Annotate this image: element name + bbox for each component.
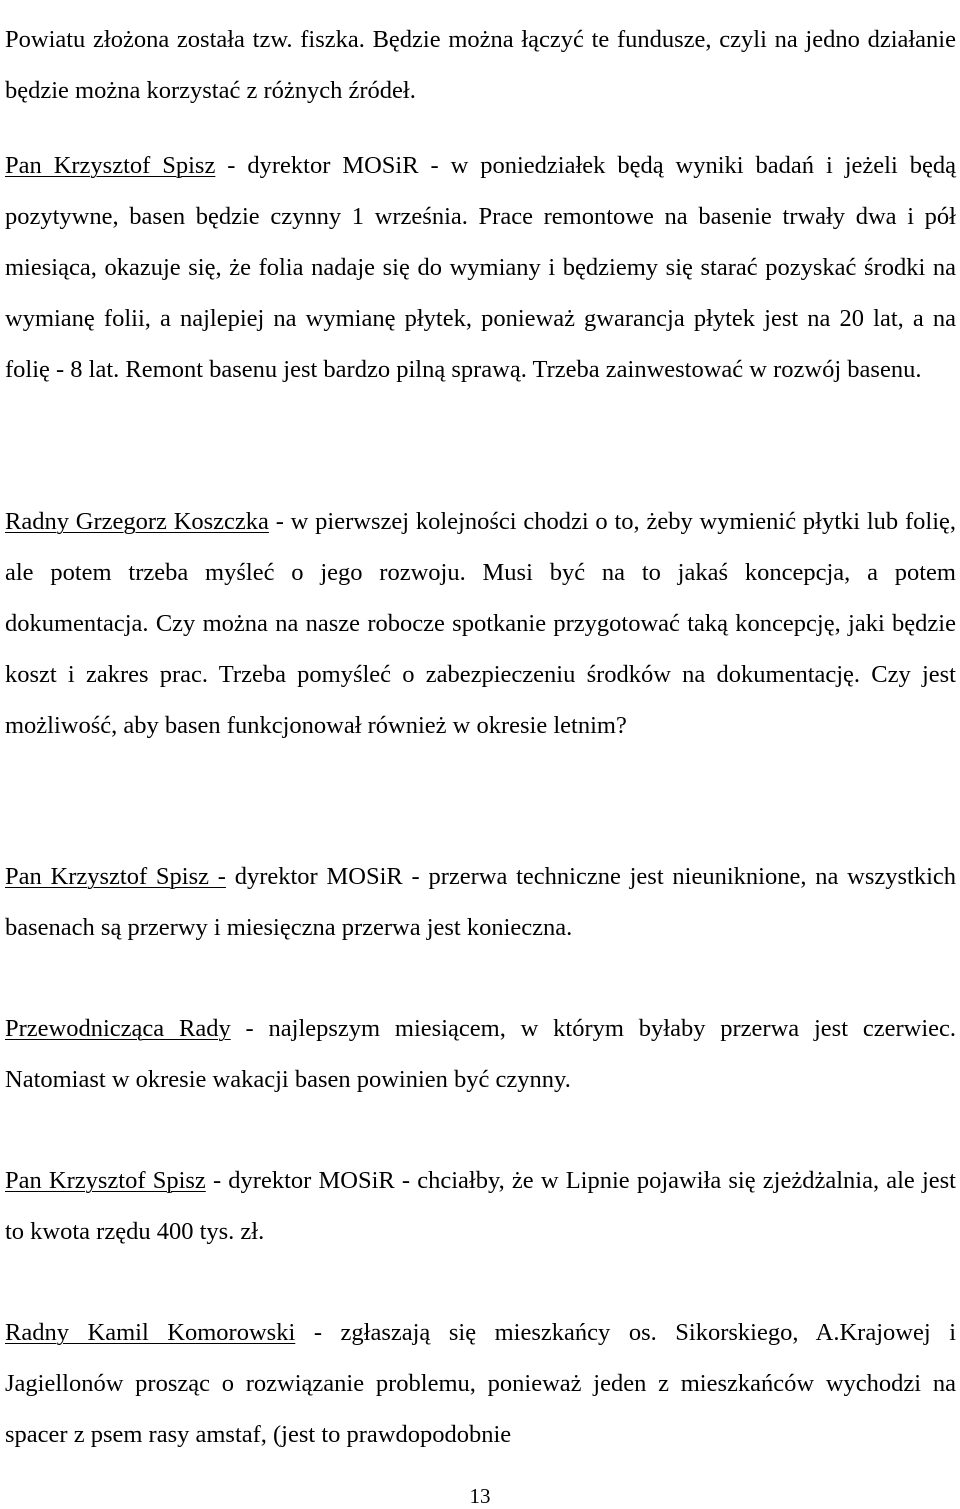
paragraph-3 [5, 496, 956, 751]
page-number: 13 [469, 1484, 491, 1508]
paragraph-text: Powiatu złożona została tzw. fiszka. Będzie można łączyć te fundusze, czyli na jedno działanie będzie można korzystać z różnych źródeł. [5, 26, 956, 104]
paragraph-text: - dyrektor MOSiR - w poniedziałek będą wyniki badań i jeżeli będą pozytywne, basen będzie czynny 1 września. Prace remontowe na basenie trwały dwa i pół miesiąca, okazuje się, że folia nadaje się do wymiany i będziemy się starać pozyskać środki na wymianę folii, a najlepiej na wymianę płytek, ponieważ gwarancja płytek jest na 20 lat, a na folię - 8 lat. Remont basenu jest bardzo pilną sprawą. Trzeba zainwestować w rozwój basenu. [5, 152, 956, 383]
paragraph-text: - najlepszym miesiącem, w którym byłaby przerwa jest czerwiec. Natomiast w okresie wakacji basen powinien być czynny. [5, 1015, 956, 1093]
paragraph-1 [5, 14, 956, 116]
paragraph-text: - dyrektor MOSiR - chciałby, że w Lipnie pojawiła się zjeżdżalnia, ale jest to kwota rzędu 400 tys. zł. [5, 1167, 956, 1245]
speaker-name: Radny Grzegorz Koszczka [5, 508, 269, 535]
paragraph-7 [5, 1307, 956, 1460]
speaker-name: Pan Krzysztof Spisz [5, 152, 216, 179]
paragraph-4 [5, 851, 956, 953]
paragraph-text: - zgłaszają się mieszkańcy os. Sikorskiego, A.Krajowej i Jagiellonów prosząc o rozwiązanie problemu, ponieważ jeden z mieszkańców wychodzi na spacer z psem rasy amstaf, (jest to prawdopodobnie [5, 1319, 957, 1448]
paragraph-2 [5, 140, 956, 395]
paragraph-text: dyrektor MOSiR - przerwa techniczne jest nieuniknione, na wszystkich basenach są przerwy i miesięczna przerwa jest konieczna. [5, 863, 957, 941]
speaker-name: Pan Krzysztof Spisz - [5, 863, 226, 890]
paragraph-text: - w pierwszej kolejności chodzi o to, żeby wymienić płytki lub folię, ale potem trzeba myśleć o jego rozwoju. Musi być na to jakaś koncepcja, a potem dokumentacja. Czy można na nasze robocze spotkanie przygotować taką koncepcję, jaki będzie koszt i zakres prac. Trzeba pomyśleć o zabezpieczeniu środków na dokumentację. Czy jest możliwość, aby basen funkcjonował również w okresie letnim? [5, 508, 956, 739]
paragraph-6 [5, 1155, 956, 1257]
speaker-name: Radny Kamil Komorowski [5, 1319, 296, 1346]
speaker-name: Pan Krzysztof Spisz [5, 1167, 206, 1194]
paragraph-5 [5, 1003, 956, 1105]
speaker-name: Przewodnicząca Rady [5, 1015, 231, 1042]
